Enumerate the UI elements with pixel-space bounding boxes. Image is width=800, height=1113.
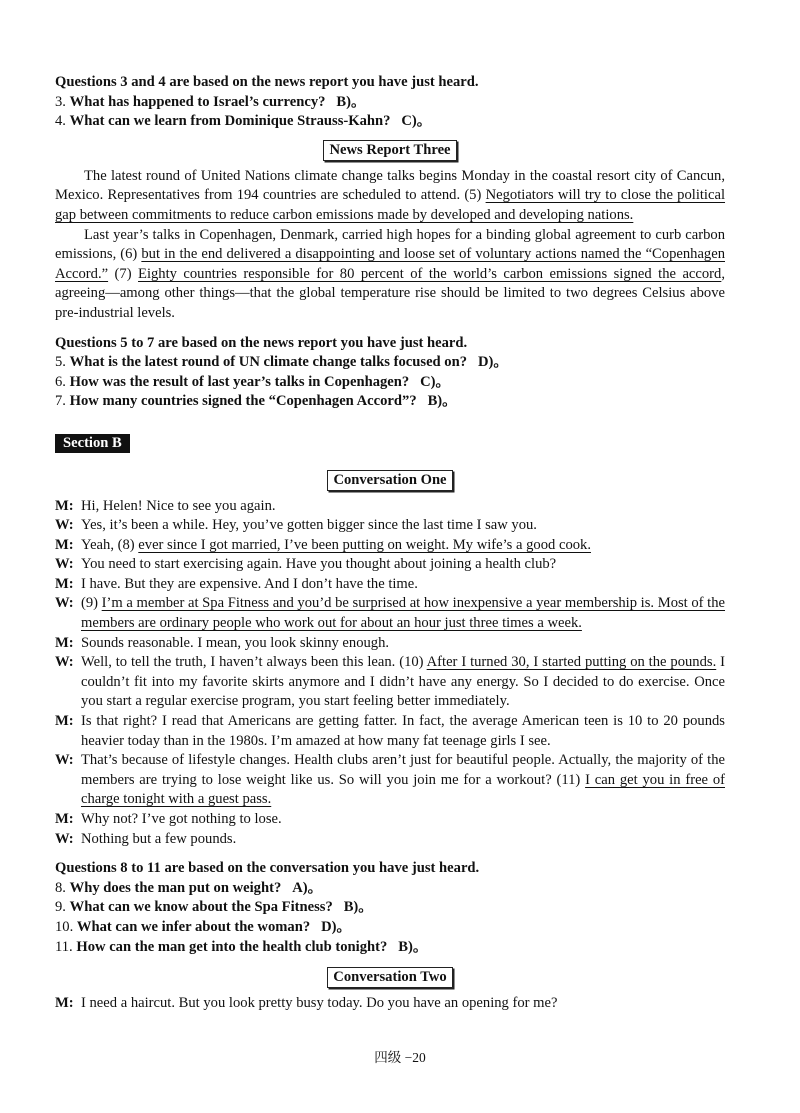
dialogue-text: I have. But they are expensive. And I don’t have the time. xyxy=(81,575,418,592)
dialogue-line xyxy=(55,810,725,830)
dialogue-text: Why not? I’ve got nothing to lose. xyxy=(81,811,282,827)
speaker-label: M: xyxy=(55,536,74,553)
question-text: How can the man get into the health club tonight? xyxy=(76,938,388,955)
dialogue-line xyxy=(55,653,725,712)
question-item xyxy=(55,938,725,958)
dialogue-text: Yeah, (8) xyxy=(81,536,139,553)
underlined-answer-text: After I turned 30, I started putting on the pounds. xyxy=(426,654,717,671)
conversation-two-dialogue xyxy=(55,994,725,1014)
question-list xyxy=(55,879,725,957)
dialogue-line xyxy=(55,634,725,654)
question-text: What is the latest round of UN climate change talks focused on? xyxy=(69,354,468,371)
speaker-label: M: xyxy=(55,713,74,730)
question-answer: B)。 xyxy=(343,899,373,916)
dialogue-text: Hi, Helen! Nice to see you again. xyxy=(81,497,276,514)
paragraph-text: (7) xyxy=(108,265,139,282)
speaker-label: M: xyxy=(55,497,74,514)
paragraph-text: Last year’s talks in Copenhagen, Denmark, carried high hopes for a binding global agreement to curb carbon emissions, (6) xyxy=(55,226,725,263)
dialogue-text: Well, to tell the truth, I haven’t always been this lean. (10) xyxy=(81,654,427,671)
speaker-label: W: xyxy=(55,556,74,573)
question-number: 11. xyxy=(55,938,73,955)
dialogue-text: That’s because of lifestyle changes. Health clubs aren’t just for beautiful people. Actually, the majority of the members are trying to lose weight like us. So will you join me for a workout? (11) xyxy=(81,752,725,788)
underlined-answer-text: Negotiators will try to close the political gap between commitments to reduce carbon emissions made by developed and developing nations. xyxy=(55,187,726,223)
underlined-answer-text: but in the end delivered a disappointing and loose set of voluntary actions named the “Copenhagen Accord.” xyxy=(55,246,725,282)
dialogue-text: Nothing but a few pounds. xyxy=(81,830,237,847)
conversation-one-title: Conversation One xyxy=(327,470,452,491)
question-number: 6. xyxy=(55,373,66,390)
speaker-label: M: xyxy=(55,575,74,592)
speaker-label: M: xyxy=(55,995,74,1012)
speaker-label: M: xyxy=(55,634,74,651)
paragraph-text: , agreeing—among other things—that the global temperature rise should be limited to two degrees Celsius above pre-industrial levels. xyxy=(55,265,725,321)
speaker-label: W: xyxy=(55,654,74,671)
speaker-label: W: xyxy=(55,830,74,847)
speaker-label: W: xyxy=(55,595,74,612)
dialogue-line xyxy=(55,712,725,751)
dialogue-text: You need to start exercising again. Have you thought about joining a health club? xyxy=(81,556,557,573)
dialogue-line xyxy=(55,575,725,595)
news-paragraph xyxy=(55,167,725,226)
question-item xyxy=(55,918,725,938)
dialogue-line xyxy=(55,994,725,1014)
question-number: 8. xyxy=(55,879,66,896)
question-answer: C)。 xyxy=(420,373,451,390)
questions-heading-3-4: Questions 3 and 4 are based on the news report you have just heard. xyxy=(55,74,479,90)
question-answer: D)。 xyxy=(321,918,352,935)
paragraph-text: The latest round of United Nations climate change talks begins Monday in the coastal resort city of Cancun, Mexico. Representatives from 194 countries are scheduled to attend. (5) xyxy=(55,167,725,204)
speaker-label: W: xyxy=(55,517,74,534)
questions-heading-8-11: Questions 8 to 11 are based on the conversation you have just heard. xyxy=(55,860,480,877)
question-item xyxy=(55,373,725,393)
dialogue-text: (9) xyxy=(81,595,102,612)
speaker-label: M: xyxy=(55,811,74,827)
question-number: 7. xyxy=(55,393,66,410)
dialogue-text: I couldn’t fit into my favorite skirts anymore and I didn’t have any energy. So I decided to do exercise. Once you start a regular exercise program, you start feeling better immediately. xyxy=(81,654,725,710)
dialogue-line xyxy=(55,751,725,810)
dialogue-text: Yes, it’s been a while. Hey, you’ve gotten bigger since the last time I saw you. xyxy=(81,517,537,534)
underlined-answer-text: I’m a member at Spa Fitness and you’d be surprised at how inexpensive a year membership is. Most of the members are ordinary people who work out for about an hour just three times a week. xyxy=(81,595,726,632)
underlined-answer-text: ever since I got married, I’ve been putting on weight. My wife’s a good cook. xyxy=(138,536,591,553)
conversation-two-title: Conversation Two xyxy=(327,967,452,988)
dialogue-line xyxy=(55,555,725,575)
underlined-answer-text: I can get you in free of charge tonight with a guest pass. xyxy=(81,771,725,808)
question-number: 10. xyxy=(55,918,74,935)
question-answer: B)。 xyxy=(336,93,366,110)
section-b-label: Section B xyxy=(55,434,130,453)
news-report-three-title: News Report Three xyxy=(323,140,456,161)
question-item xyxy=(55,898,725,918)
question-text: How was the result of last year’s talks in Copenhagen? xyxy=(69,373,410,390)
dialogue-text: Is that right? I read that Americans are getting fatter. In fact, the average American teen is 10 to 20 pounds heavier today than in the 1980s. I’m amazed at how many fat teenage girls I see. xyxy=(81,713,725,749)
question-text: What can we infer about the woman? xyxy=(76,918,311,935)
question-text: Why does the man put on weight? xyxy=(69,879,282,896)
question-text: What can we know about the Spa Fitness? xyxy=(69,899,333,916)
question-answer: C)。 xyxy=(401,113,432,130)
question-number: 9. xyxy=(55,899,66,916)
question-answer: B)。 xyxy=(427,393,457,410)
dialogue-line xyxy=(55,594,725,633)
question-item xyxy=(55,879,725,899)
question-number: 5. xyxy=(55,354,66,371)
speaker-label: W: xyxy=(55,752,74,769)
conversation-one-dialogue xyxy=(55,497,725,850)
question-answer: A)。 xyxy=(292,879,323,896)
question-item xyxy=(55,93,725,113)
question-item xyxy=(55,112,725,132)
news-paragraph xyxy=(55,226,725,324)
question-item xyxy=(55,392,725,412)
question-text: What has happened to Israel’s currency? xyxy=(69,93,326,110)
question-item xyxy=(55,353,725,373)
page-number: 四级 −20 xyxy=(374,1050,426,1065)
news-report-three-body xyxy=(55,167,725,324)
dialogue-line xyxy=(55,536,725,556)
dialogue-line xyxy=(55,497,725,517)
question-text: How many countries signed the “Copenhagen Accord”? xyxy=(69,393,417,410)
question-text: What can we learn from Dominique Strauss-Kahn? xyxy=(69,113,391,130)
dialogue-line xyxy=(55,830,725,850)
dialogue-line xyxy=(55,516,725,536)
questions-heading-5-7: Questions 5 to 7 are based on the news report you have just heard. xyxy=(55,334,468,351)
question-number: 4. xyxy=(55,113,66,130)
dialogue-text: Sounds reasonable. I mean, you look skinny enough. xyxy=(81,634,390,651)
dialogue-text: I need a haircut. But you look pretty busy today. Do you have an opening for me? xyxy=(81,995,558,1012)
question-answer: D)。 xyxy=(477,354,508,371)
underlined-answer-text: Eighty countries responsible for 80 percent of the world’s carbon emissions signed the accord xyxy=(138,265,722,282)
question-list xyxy=(55,93,725,132)
question-answer: B)。 xyxy=(398,938,428,955)
question-number: 3. xyxy=(55,93,66,110)
question-list xyxy=(55,353,725,412)
